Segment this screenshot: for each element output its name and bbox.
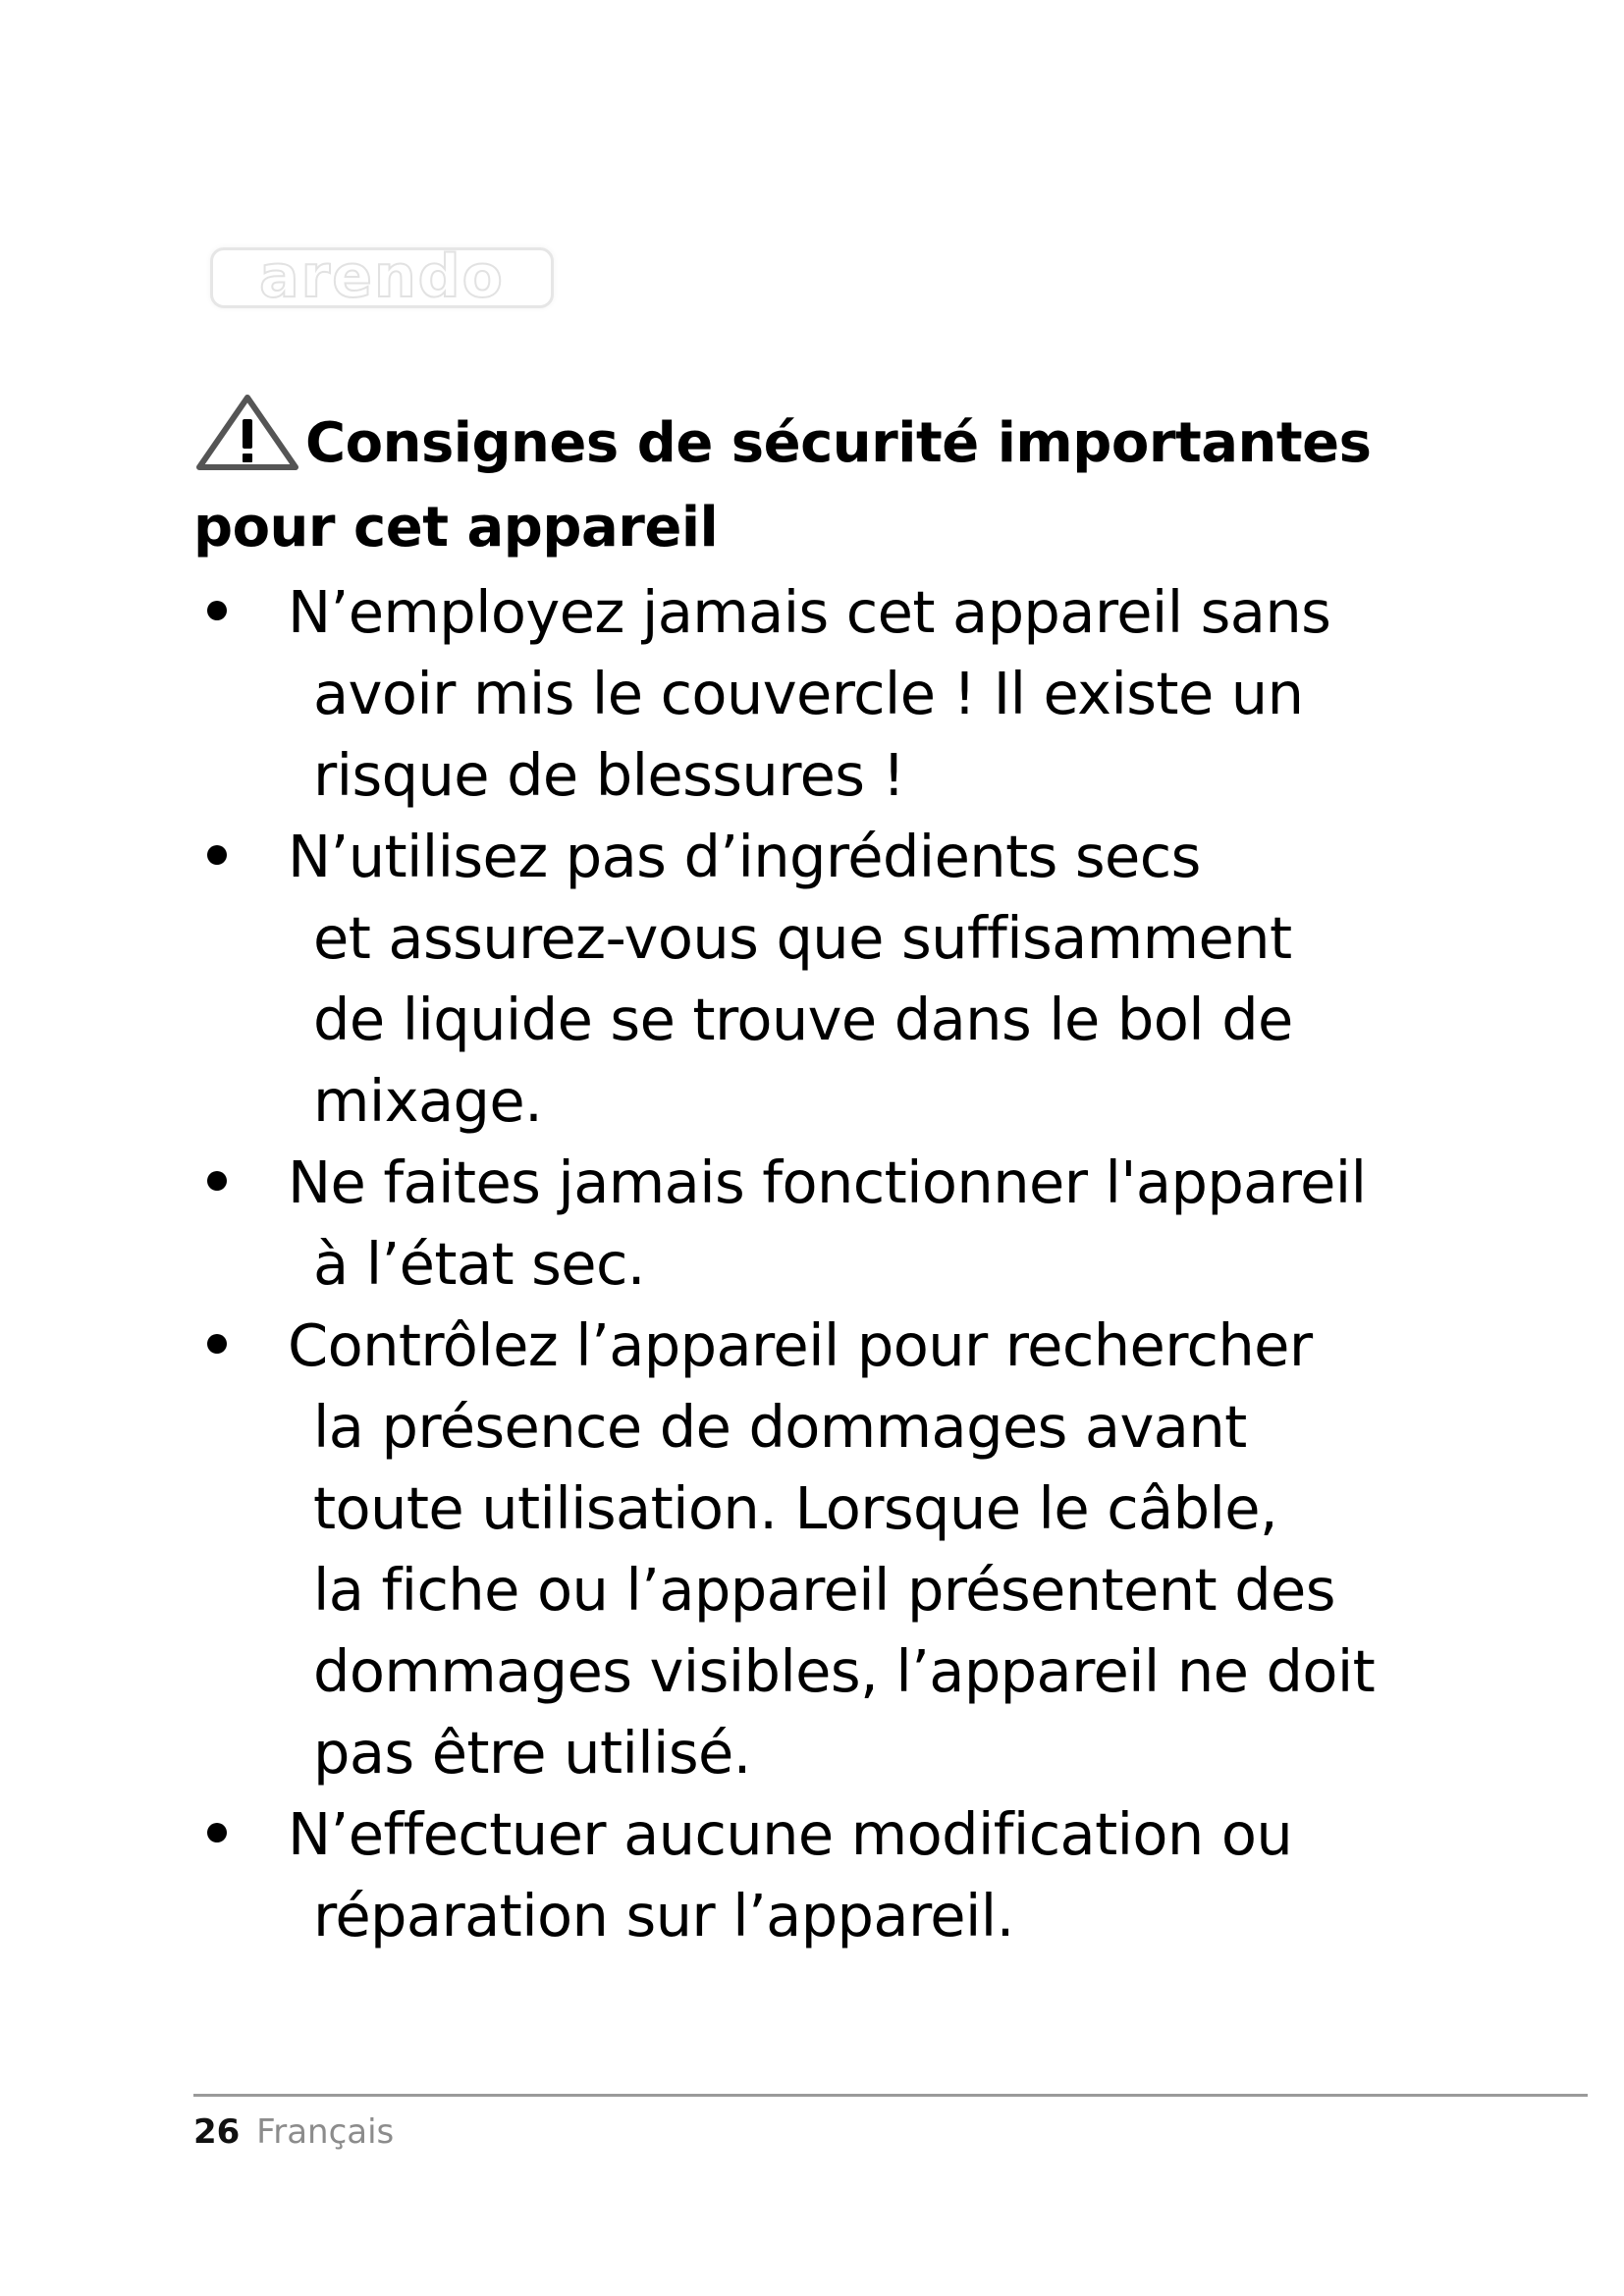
brand-logo-text: arendo: [259, 242, 505, 311]
page-title: [193, 393, 1411, 570]
list-item-text: toute utilisation. Lorsque le câble,: [313, 1474, 1278, 1542]
bullet-icon: [207, 601, 227, 620]
list-item-text: avoir mis le couvercle ! Il existe un: [313, 660, 1304, 727]
list-item: [193, 571, 1431, 816]
brand-logo: [210, 242, 554, 311]
bullet-icon: [207, 1823, 227, 1842]
page-language: Français: [256, 2112, 395, 2152]
page-number: 26: [193, 2112, 241, 2152]
list-item-text: mixage.: [313, 1067, 543, 1135]
footer-divider: [193, 2094, 1588, 2097]
title-line-2: pour cet appareil: [193, 496, 719, 560]
list-item-text: dommages visibles, l’appareil ne doit: [313, 1637, 1376, 1705]
list-item-text: N’effectuer aucune modification ou: [288, 1800, 1293, 1868]
list-item-text: la fiche ou l’appareil présentent des: [313, 1556, 1335, 1624]
safety-instructions-list: [193, 571, 1431, 1956]
list-item: [193, 1793, 1431, 1956]
list-item: [193, 1142, 1431, 1305]
list-item-text: N’employez jamais cet appareil sans: [288, 578, 1331, 646]
list-item-text: Contrôlez l’appareil pour rechercher: [288, 1311, 1313, 1379]
list-item-text: réparation sur l’appareil.: [313, 1882, 1014, 1949]
bullet-icon: [207, 845, 227, 865]
page-footer: [193, 2110, 394, 2154]
list-item-text: Ne faites jamais fonctionner l'appareil: [288, 1148, 1367, 1216]
list-item-text: N’utilisez pas d’ingrédients secs: [288, 823, 1201, 890]
list-item-text: pas être utilisé.: [313, 1719, 751, 1787]
list-item-text: la présence de dommages avant: [313, 1393, 1247, 1461]
bullet-icon: [207, 1171, 227, 1191]
list-item: [193, 816, 1431, 1142]
list-item-text: de liquide se trouve dans le bol de: [313, 986, 1293, 1053]
list-item-text: et assurez-vous que suffisamment: [313, 904, 1292, 972]
title-line-1: Consignes de sécurité importantes: [305, 411, 1372, 475]
bullet-icon: [207, 1334, 227, 1354]
list-item-text: à l’état sec.: [313, 1230, 645, 1298]
warning-triangle-icon: [193, 393, 301, 473]
list-item-text: risque de blessures !: [313, 741, 905, 809]
list-item: [193, 1305, 1431, 1793]
